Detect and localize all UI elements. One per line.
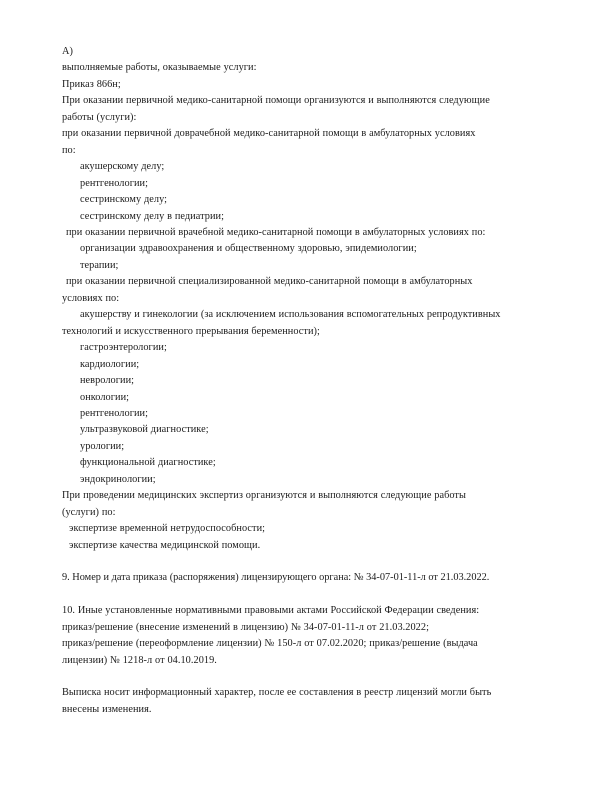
list-item: экспертизе качества медицинской помощи. (69, 539, 261, 551)
list-item: онкологии; (80, 391, 130, 403)
paramedic-care-lead-line-2: по: (62, 144, 76, 156)
clause-10-entry: приказ/решение (внесение изменений в лицензию) № 34-07-01-11-л от 21.03.2022; (62, 621, 429, 633)
list-item: акушерскому делу; (80, 161, 165, 173)
primary-care-heading-line-1: При оказании первичной медико-санитарной помощи организуются и выполняются следующие (62, 95, 490, 107)
list-item: ультразвуковой диагностике; (80, 424, 209, 436)
paragraph-spacer (62, 587, 546, 603)
list-item: гастроэнтерологии; (80, 342, 167, 354)
services-heading: выполняемые работы, оказываемые услуги: (62, 62, 257, 74)
list-item-continuation: технологий и искусственного прерывания беременности); (62, 325, 320, 337)
clause-10-entry: лицензии) № 1218-л от 04.10.2019. (62, 654, 217, 666)
list-item: экспертизе временной нетрудоспособности; (69, 523, 266, 535)
list-item: сестринскому делу; (80, 194, 168, 206)
disclaimer-line-2: внесены изменения. (62, 703, 152, 715)
paragraph-spacer (62, 669, 546, 685)
order-reference: Приказ 866н; (62, 78, 121, 90)
section-marker: А) (62, 46, 73, 57)
clause-10-entry: приказ/решение (переоформление лицензии) № 150-л от 07.02.2020; приказ/решение (выдача (62, 638, 478, 650)
disclaimer-line-1: Выписка носит информационный характер, после ее составления в реестр лицензий могли быть (62, 687, 492, 699)
expertise-heading-line-1: При проведении медицинских экспертиз организуются и выполняются следующие работы (62, 490, 466, 502)
physician-care-lead-line-1: при оказании первичной врачебной медико-санитарной помощи в амбулаторных условиях по: (66, 226, 486, 238)
clause-10-heading: 10. Иные установленные нормативными правовыми актами Российской Федерации сведения: (62, 605, 480, 617)
expertise-heading-line-2: (услуги) по: (62, 506, 116, 518)
list-item: терапии; (80, 259, 119, 271)
list-item: неврологии; (80, 375, 135, 387)
list-item: эндокринологии; (80, 473, 156, 485)
paragraph-spacer (62, 554, 546, 570)
list-item: организации здравоохранения и общественному здоровью, эпидемиологии; (80, 243, 417, 255)
list-item: сестринскому делу в педиатрии; (80, 210, 224, 222)
clause-9: 9. Номер и дата приказа (распоряжения) лицензирующего органа: № 34-07-01-11-л от 21.03.2022. (62, 572, 490, 584)
primary-care-heading-line-2: работы (услуги): (62, 111, 137, 123)
paramedic-care-lead-line-1: при оказании первичной доврачебной медико-санитарной помощи в амбулаторных условиях (62, 128, 476, 140)
document-body (62, 44, 546, 718)
specialized-care-lead-line-2: условиях по: (62, 292, 120, 304)
list-item: рентгенологии; (80, 407, 149, 419)
list-item: акушерству и гинекологии (за исключением использования вспомогательных репродуктивных (80, 309, 501, 321)
list-item: рентгенологии; (80, 177, 149, 189)
specialized-care-lead-line-1: при оказании первичной специализированной медико-санитарной помощи в амбулаторных (66, 276, 473, 288)
list-item: урологии; (80, 440, 125, 452)
list-item: функциональной диагностике; (80, 457, 216, 469)
list-item: кардиологии; (80, 358, 140, 370)
